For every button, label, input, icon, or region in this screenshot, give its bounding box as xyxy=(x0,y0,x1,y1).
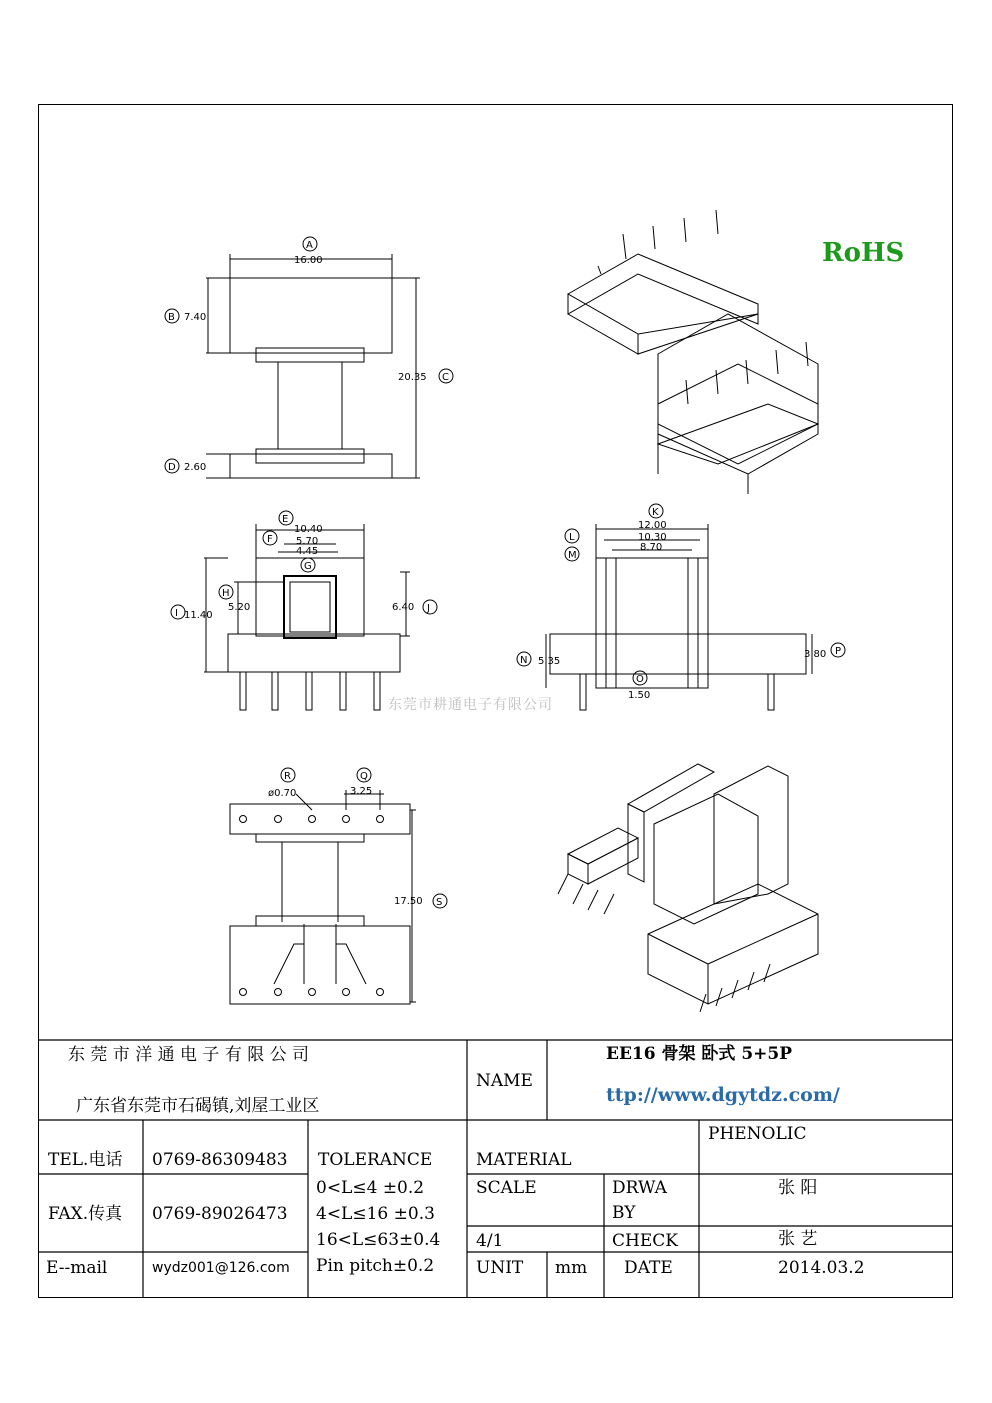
scale-value: 4/1 xyxy=(476,1231,504,1251)
company-name: 东 莞 市 洋 通 电 子 有 限 公 司 xyxy=(68,1045,310,1065)
company-address: 广东省东莞市石碣镇,刘屋工业区 xyxy=(76,1096,320,1116)
checked-by: 张 艺 xyxy=(778,1229,818,1249)
dim-e-value: 10.40 xyxy=(294,524,323,535)
unit-label: UNIT xyxy=(476,1258,524,1278)
svg-text:L: L xyxy=(569,532,575,543)
dim-i-value: 11.40 xyxy=(184,610,213,621)
svg-text:G: G xyxy=(304,561,312,572)
name-label: NAME xyxy=(476,1071,533,1091)
dim-a-value: 16.00 xyxy=(294,255,323,266)
svg-text:I: I xyxy=(175,608,178,619)
email-label: E--mail xyxy=(46,1258,108,1278)
dim-f-value: 5.70 xyxy=(296,536,319,547)
dim-q-value: 3.25 xyxy=(350,786,373,797)
dim-o-value: 1.50 xyxy=(628,690,651,701)
dim-d-value: 2.60 xyxy=(184,462,207,473)
svg-text:C: C xyxy=(442,372,449,383)
svg-text:J: J xyxy=(427,603,430,614)
dim-c-value: 20.35 xyxy=(398,372,427,383)
svg-text:O: O xyxy=(636,674,644,685)
dim-k-value: 12.00 xyxy=(638,520,667,531)
top-view xyxy=(206,254,420,478)
drawn-label-2: BY xyxy=(612,1203,636,1223)
svg-text:K: K xyxy=(652,507,659,518)
unit-value: mm xyxy=(555,1258,588,1278)
tolerance-row-4: Pin pitch±0.2 xyxy=(316,1256,435,1276)
dim-r-value: ø0.70 xyxy=(268,788,297,799)
dim-j-value: 6.40 xyxy=(392,602,415,613)
rohs-badge: RoHS xyxy=(822,238,905,268)
dim-l-value: 10.30 xyxy=(638,532,667,543)
svg-text:M: M xyxy=(568,550,577,561)
tolerance-row-1: 0<L≤4 ±0.2 xyxy=(316,1178,425,1198)
svg-text:D: D xyxy=(168,462,176,473)
date-label: DATE xyxy=(624,1258,673,1278)
svg-text:N: N xyxy=(520,655,528,666)
watermark: 东莞市耕通电子有限公司 xyxy=(388,697,553,713)
dim-g-value: 4.45 xyxy=(296,546,319,557)
dim-p-value: 3.80 xyxy=(804,649,827,660)
drawn-label-1: DRWA xyxy=(612,1178,667,1198)
fax-value: 0769-89026473 xyxy=(152,1204,288,1224)
iso-view-bottom xyxy=(558,764,818,1012)
svg-text:R: R xyxy=(284,771,291,782)
tel-label: TEL.电话 xyxy=(48,1150,123,1170)
svg-text:Q: Q xyxy=(360,771,368,782)
bottom-view xyxy=(230,790,416,1004)
tolerance-row-2: 4<L≤16 ±0.3 xyxy=(316,1204,435,1224)
iso-view-top xyxy=(568,210,818,494)
website-link[interactable]: ttp://www.dgytdz.com/ xyxy=(606,1084,840,1106)
product-name: EE16 骨架 卧式 5+5P xyxy=(606,1044,793,1064)
dim-n-value: 5.35 xyxy=(538,656,561,667)
svg-text:S: S xyxy=(436,897,443,908)
dim-h-value: 5.20 xyxy=(228,602,251,613)
svg-text:F: F xyxy=(267,534,273,545)
fax-label: FAX.传真 xyxy=(48,1204,123,1224)
drawn-by: 张 阳 xyxy=(778,1178,818,1198)
svg-text:A: A xyxy=(306,240,313,251)
side-view xyxy=(546,524,812,710)
svg-text:P: P xyxy=(835,646,842,657)
dim-m-value: 8.70 xyxy=(640,542,663,553)
svg-text:B: B xyxy=(168,312,175,323)
check-label: CHECK xyxy=(612,1231,678,1251)
material-label: MATERIAL xyxy=(476,1150,572,1170)
dim-s-value: 17.50 xyxy=(394,896,423,907)
date-value: 2014.03.2 xyxy=(778,1258,865,1278)
material-value: PHENOLIC xyxy=(708,1124,807,1144)
email-value: wydz001@126.com xyxy=(152,1260,290,1276)
svg-text:H: H xyxy=(222,588,230,599)
scale-label: SCALE xyxy=(476,1178,537,1198)
tolerance-label: TOLERANCE xyxy=(318,1150,433,1170)
dim-b-value: 7.40 xyxy=(184,312,207,323)
tel-value: 0769-86309483 xyxy=(152,1150,288,1170)
svg-text:E: E xyxy=(282,514,289,525)
tolerance-row-3: 16<L≤63±0.4 xyxy=(316,1230,441,1250)
